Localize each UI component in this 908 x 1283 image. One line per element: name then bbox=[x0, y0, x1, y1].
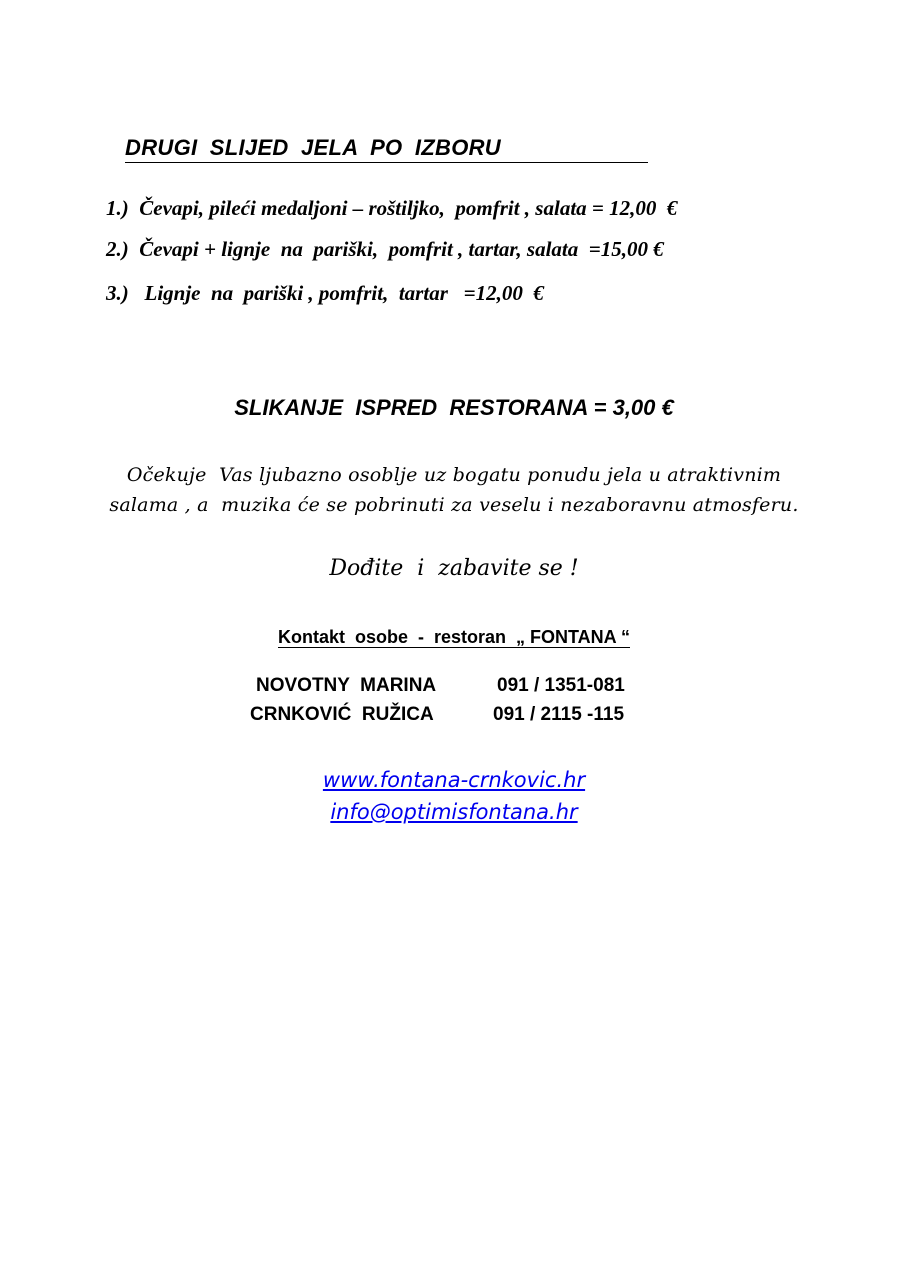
links-block bbox=[0, 764, 908, 828]
invitation-line-2: salama , a muzika će se pobrinuti za veselu i nezaboravnu atmosferu. bbox=[109, 494, 799, 516]
contact-title bbox=[0, 624, 908, 650]
menu-item-1: 1.) Čevapi, pileći medaljoni – roštiljko, pomfrit , salata = 12,00 € bbox=[106, 196, 678, 220]
contact-title-text: Kontakt osobe - restoran „ FONTANA “ bbox=[277, 627, 631, 647]
contact-name-2: CRNKOVIĆ RUŽICA bbox=[250, 704, 434, 725]
menu-item-2: 2.) Čevapi + lignje na pariški, pomfrit , tartar, salata =15,00 € bbox=[106, 237, 664, 261]
photo-service-price: SLIKANJE ISPRED RESTORANA = 3,00 € bbox=[234, 395, 674, 420]
section-heading: DRUGI SLIJED JELA PO IZBORU bbox=[125, 134, 648, 163]
call-to-action: Dođite i zabavite se ! bbox=[329, 556, 579, 581]
invitation-line-1: Očekuje Vas ljubazno osoblje uz bogatu ponudu jela u atraktivnim bbox=[126, 464, 782, 486]
website-link[interactable]: www.fontana-crnkovic.hr bbox=[322, 768, 586, 792]
invitation-paragraph bbox=[0, 460, 908, 520]
menu-list bbox=[106, 193, 677, 308]
contact-phone-2: 091 / 2115 -115 bbox=[493, 704, 625, 725]
email-link[interactable]: info@optimisfontana.hr bbox=[330, 800, 578, 824]
contact-phone-1: 091 / 1351-081 bbox=[497, 675, 625, 696]
menu-item-3: 3.) Lignje na pariški , pomfrit, tartar =12,00 € bbox=[106, 281, 544, 305]
contact-name-1: NOVOTNY MARINA bbox=[256, 675, 437, 696]
